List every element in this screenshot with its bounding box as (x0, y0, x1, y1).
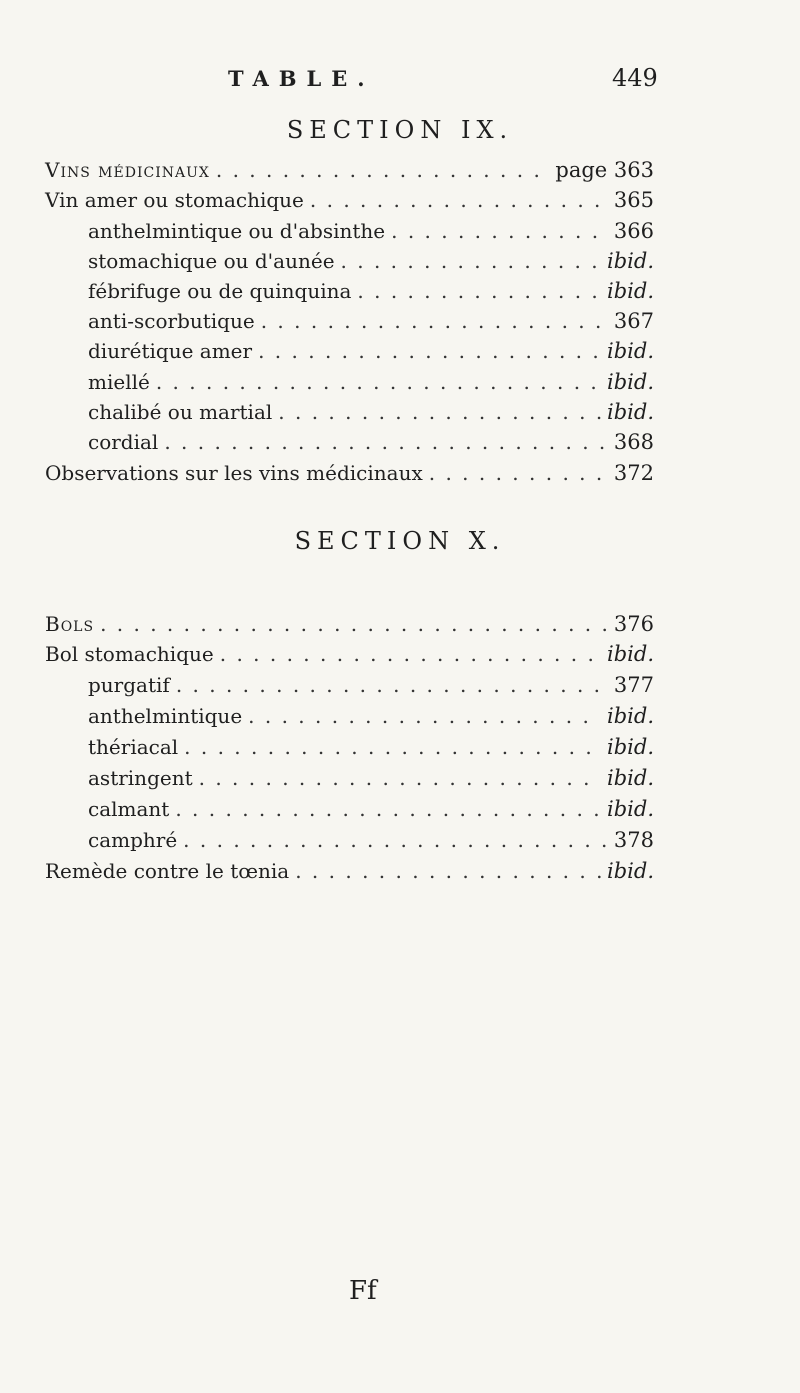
entry-page: ibid. (607, 249, 654, 273)
dot-leader (164, 426, 608, 458)
entry-label: fébrifuge ou de quinquina (88, 279, 352, 303)
toc-entry (0, 154, 800, 186)
dot-leader (391, 215, 608, 247)
toc-entry (0, 700, 800, 732)
entry-page: ibid. (607, 279, 654, 303)
entry-page: 368 (613, 430, 654, 454)
toc-entry (0, 366, 800, 398)
entry-label: Vin amer ou stomachique (45, 188, 304, 212)
dot-leader (295, 855, 601, 887)
dot-leader (278, 396, 601, 428)
toc-entry (0, 824, 800, 856)
dot-leader (341, 245, 601, 277)
running-head (0, 62, 800, 102)
dot-leader (175, 793, 601, 825)
entry-label: Remède contre le tœnia (45, 859, 290, 883)
dot-leader (216, 154, 550, 186)
entry-label: Bol stomachique (45, 642, 214, 666)
entry-label: anthelmintique ou d'absinthe (88, 219, 386, 243)
toc-entry (0, 669, 800, 701)
entry-page: ibid. (607, 797, 654, 821)
dot-leader (184, 731, 601, 763)
entry-page: 376 (613, 612, 654, 636)
entry-label: diurétique amer (88, 339, 253, 363)
page-prefix: page (555, 158, 614, 182)
entry-page: ibid. (607, 766, 654, 790)
entry-label: chalibé ou martial (88, 400, 273, 424)
entry-label: Observations sur les vins médicinaux (45, 461, 423, 485)
entry-page: ibid. (607, 400, 654, 424)
entry-page: ibid. (607, 704, 654, 728)
dot-leader (258, 335, 601, 367)
dot-leader (100, 608, 608, 640)
dot-leader (156, 366, 601, 398)
running-title: TABLE. (228, 66, 375, 91)
entry-label: miellé (88, 370, 150, 394)
entry-page: 367 (613, 309, 654, 333)
entry-page: 372 (613, 461, 654, 485)
entry-page: ibid. (607, 339, 654, 363)
page-value: 363 (613, 158, 654, 182)
entry-page: ibid. (607, 370, 654, 394)
toc-entry (0, 396, 800, 428)
dot-leader (176, 669, 608, 701)
dot-leader (357, 275, 601, 307)
entry-label: purgatif (88, 673, 170, 697)
entry-page: ibid. (607, 642, 654, 666)
entry-label: anthelmintique (88, 704, 243, 728)
entry-page: 378 (613, 828, 654, 852)
toc-entry (0, 793, 800, 825)
entry-label: stomachique ou d'aunée (88, 249, 335, 273)
toc-entry (0, 275, 800, 307)
entry-label: Bols (45, 612, 95, 636)
toc-entry (0, 184, 800, 216)
entry-label: camphré (88, 828, 178, 852)
dot-leader (199, 762, 601, 794)
toc-entry (0, 305, 800, 337)
entry-page: 377 (613, 673, 654, 697)
entry-label: thériacal (88, 735, 179, 759)
dot-leader (261, 305, 608, 337)
dot-leader (220, 638, 601, 670)
dot-leader (310, 184, 608, 216)
entry-label: anti-scorbutique (88, 309, 255, 333)
entry-label: calmant (88, 797, 170, 821)
dot-leader (183, 824, 608, 856)
toc-entry (0, 608, 800, 640)
toc-entry (0, 731, 800, 763)
entry-page (555, 154, 654, 186)
toc-entry (0, 638, 800, 670)
entry-label: astringent (88, 766, 193, 790)
toc-entry (0, 426, 800, 458)
entry-label: cordial (88, 430, 159, 454)
dot-leader (248, 700, 601, 732)
toc-entry (0, 855, 800, 887)
entry-page: ibid. (607, 859, 654, 883)
page-number: 449 (612, 64, 658, 92)
entry-label: Vins médicinaux (45, 158, 210, 182)
printer-signature-mark: Ff (349, 1276, 377, 1306)
toc-entry (0, 457, 800, 489)
section-x-heading: SECTION X. (294, 527, 506, 555)
dot-leader (429, 457, 608, 489)
toc-entry (0, 335, 800, 367)
toc-entry (0, 762, 800, 794)
entry-page: ibid. (607, 735, 654, 759)
toc-entry (0, 215, 800, 247)
entry-page: 366 (613, 219, 654, 243)
toc-entry (0, 245, 800, 277)
section-ix-heading: SECTION IX. (286, 116, 514, 144)
entry-page: 365 (613, 188, 654, 212)
